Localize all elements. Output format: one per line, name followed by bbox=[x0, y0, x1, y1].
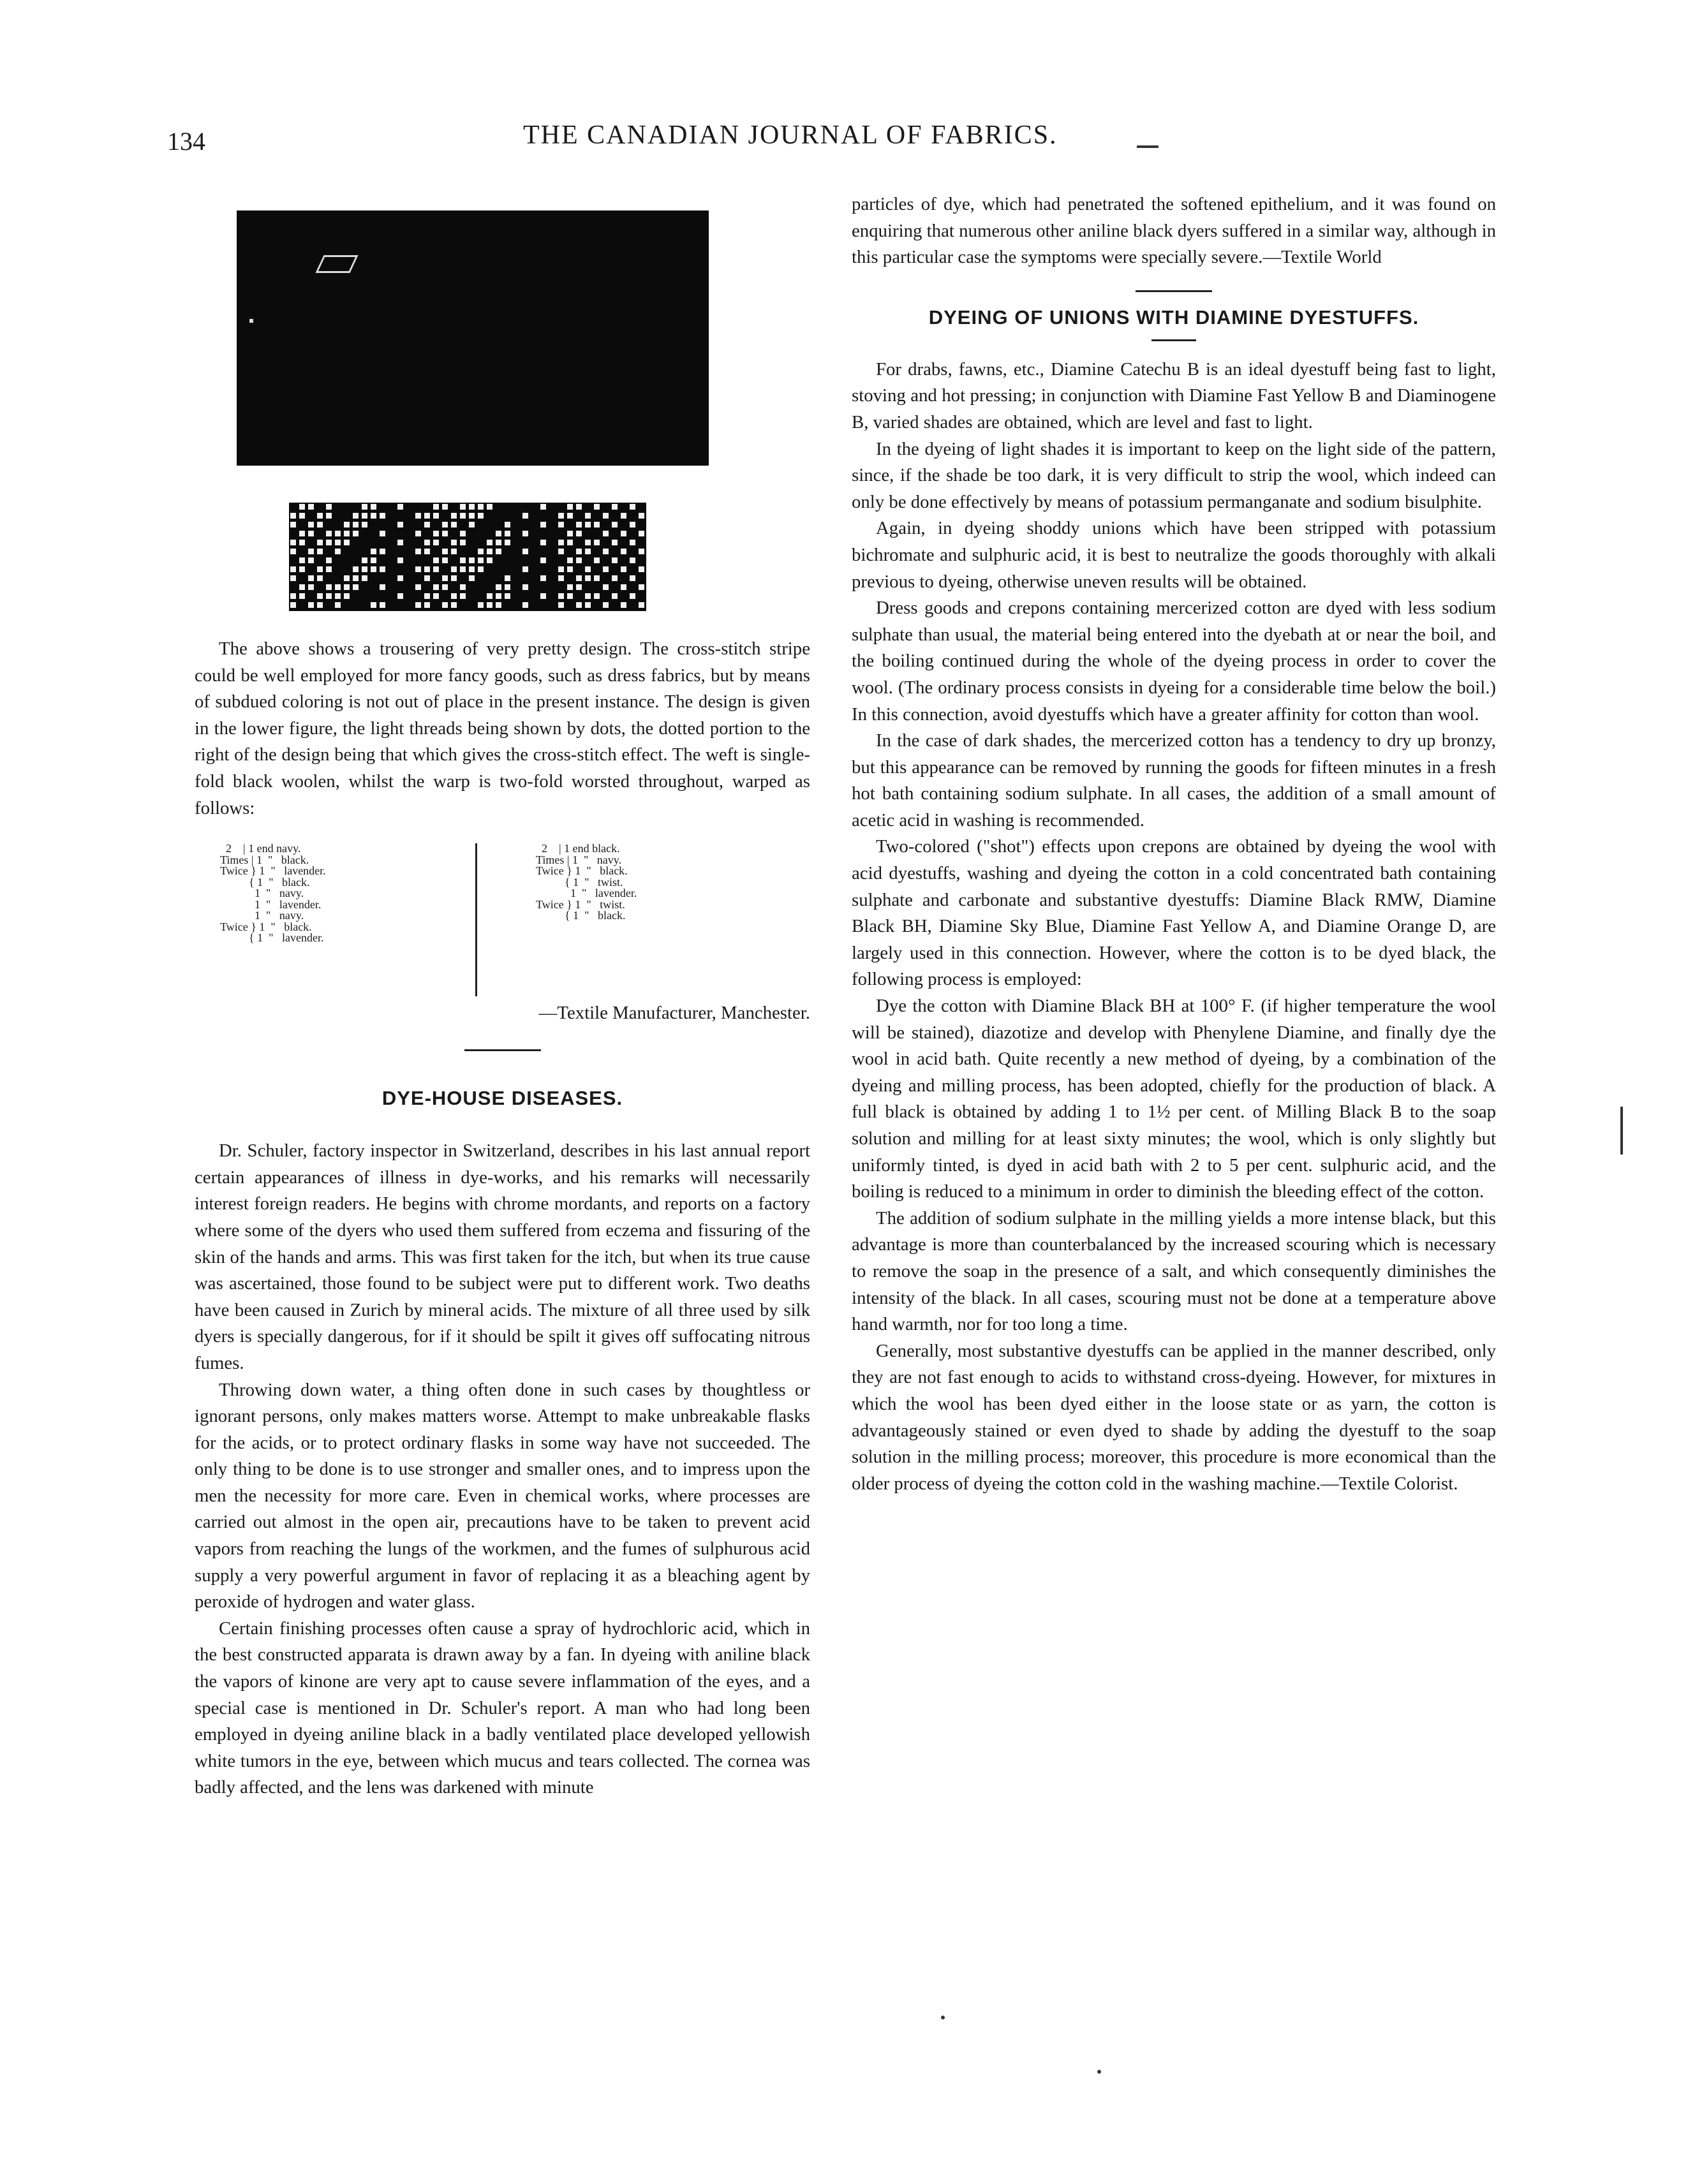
weave-cell bbox=[639, 549, 644, 554]
weave-cell bbox=[290, 549, 296, 554]
scan-mark bbox=[1097, 2070, 1101, 2074]
weave-cell bbox=[371, 566, 376, 572]
weave-cell bbox=[424, 522, 430, 528]
weave-cell bbox=[308, 531, 314, 536]
weave-cell bbox=[478, 602, 484, 608]
weave-cell bbox=[540, 593, 546, 599]
weave-cell bbox=[460, 504, 466, 510]
weave-cell bbox=[415, 602, 421, 608]
dye-house-title: DYE-HOUSE DISEASES. bbox=[381, 1087, 623, 1110]
continued-paragraph: particles of dye, which had penetrated the softened epithelium, and it was found on enquiring that numerous other aniline black dyers suffered in a similar way, although in this particular case the symptoms were specially severe.—Textile World bbox=[852, 194, 1496, 268]
weave-cell bbox=[540, 575, 546, 581]
weave-cell bbox=[353, 584, 359, 590]
weave-cell bbox=[362, 557, 367, 563]
weave-cell bbox=[371, 557, 376, 563]
paragraph: Throwing down water, a thing often done in such cases by thoughtless or ignorant persons, only makes matters worse. Attempt to make unbreakable flasks for the acids, or to protect ordinary flasks in some way have not succeeded. The only thing to be done is to use stronger and smaller ones, and to impress upon the men the necessity for more care. Even in chemical works, where processes are carried out almost in the open air, precautions have to be taken to prevent acid vapors from reaching the lungs of the workmen, and the fumes of sulphurous acid supply a very powerful argument in favor of replacing it as a bleaching agent by peroxide of hydrogen and water glass. bbox=[195, 1379, 810, 1612]
weave-cell bbox=[317, 522, 323, 528]
weave-cell bbox=[380, 566, 385, 572]
weave-cell bbox=[487, 593, 492, 599]
weave-cell bbox=[540, 504, 546, 510]
weave-cell bbox=[344, 593, 350, 599]
section-rule bbox=[1136, 290, 1212, 292]
weave-cell bbox=[344, 575, 350, 581]
warp-order-table bbox=[195, 843, 810, 1003]
weave-cell bbox=[567, 531, 573, 536]
weave-cell bbox=[469, 513, 475, 519]
weave-cell bbox=[460, 557, 466, 563]
weave-cell bbox=[540, 522, 546, 528]
weave-cell bbox=[344, 540, 350, 545]
weave-design-figure bbox=[289, 503, 646, 611]
weave-cell bbox=[326, 504, 332, 510]
weave-cell bbox=[522, 602, 528, 608]
weave-cell bbox=[424, 602, 430, 608]
weave-cell bbox=[424, 549, 430, 554]
weave-cell bbox=[505, 522, 510, 528]
weave-cell bbox=[380, 531, 385, 536]
weave-cell bbox=[478, 504, 484, 510]
weave-cell bbox=[585, 602, 591, 608]
weave-cell bbox=[478, 566, 484, 572]
weave-cell bbox=[380, 602, 385, 608]
warp-line: Times | 1 " black. bbox=[220, 853, 309, 866]
weave-cell bbox=[540, 557, 546, 563]
weave-cell bbox=[585, 522, 591, 528]
weave-cell bbox=[469, 557, 475, 563]
weave-cell bbox=[290, 566, 296, 572]
weave-cell bbox=[594, 593, 600, 599]
weave-cell bbox=[630, 540, 635, 545]
weave-cell bbox=[478, 513, 484, 519]
weave-cell bbox=[362, 522, 367, 528]
weave-cell bbox=[496, 602, 501, 608]
weave-cell bbox=[397, 557, 403, 563]
warp-line: Times | 1 " navy. bbox=[536, 853, 622, 866]
weave-cell bbox=[433, 566, 439, 572]
weave-cell bbox=[603, 566, 609, 572]
weave-cell bbox=[505, 593, 510, 599]
weave-cell bbox=[317, 513, 323, 519]
weave-cell bbox=[460, 531, 466, 536]
warp-line: 2 | 1 end navy. bbox=[220, 842, 301, 855]
weave-cell bbox=[576, 504, 582, 510]
weave-cell bbox=[576, 584, 582, 590]
weave-cell bbox=[335, 531, 341, 536]
weave-cell bbox=[335, 549, 341, 554]
weave-cell bbox=[415, 531, 421, 536]
weave-cell bbox=[424, 575, 430, 581]
unions-title: DYEING OF UNIONS WITH DIAMINE DYESTUFFS. bbox=[928, 306, 1419, 328]
weave-cell bbox=[442, 549, 448, 554]
weave-cell bbox=[594, 522, 600, 528]
weave-cell bbox=[639, 513, 644, 519]
left-column bbox=[195, 210, 810, 1801]
weave-cell bbox=[397, 575, 403, 581]
weave-cell bbox=[487, 557, 492, 563]
weave-cell bbox=[326, 557, 332, 563]
weave-cell bbox=[603, 513, 609, 519]
unions-article bbox=[852, 357, 1496, 1498]
paragraph: Two-colored ("shot") effects upon crepons are obtained by dyeing the wool with acid dyestuffs, washing and dyeing the cotton in a cold concentrated bath containing sulphate and carbonate and substantive dyestuffs: Diamine Black RMW, Diamine Black BH, Diamine Sky Blue, Diamine Fast Yellow A, and Diamine Orange D, are largely used in this connection. However, where the cotton is to be dyed black, the following process is employed: bbox=[852, 836, 1496, 990]
weave-cell bbox=[290, 602, 296, 608]
paragraph: In the dyeing of light shades it is important to keep on the light side of the pattern, since, if the shade be too dark, it is very difficult to strip the wool, which indeed can only be done effectively by means of potassium permanganate and sodium bisulphite. bbox=[852, 438, 1496, 512]
weave-cell bbox=[290, 513, 296, 519]
weave-cell bbox=[612, 522, 618, 528]
weave-cell bbox=[317, 549, 323, 554]
weave-cell bbox=[451, 602, 457, 608]
scan-mark bbox=[1620, 1107, 1623, 1155]
weave-cell bbox=[299, 513, 305, 519]
weave-cell bbox=[451, 513, 457, 519]
weave-cell bbox=[415, 549, 421, 554]
photo-speck bbox=[249, 319, 253, 323]
weave-cell bbox=[299, 566, 305, 572]
weave-cell bbox=[344, 584, 350, 590]
weave-cell bbox=[433, 584, 439, 590]
weave-cell bbox=[353, 522, 359, 528]
weave-cell bbox=[603, 602, 609, 608]
weave-cell bbox=[522, 531, 528, 536]
warp-line: 1 " navy. bbox=[220, 887, 304, 900]
weave-cell bbox=[487, 504, 492, 510]
weave-cell bbox=[353, 513, 359, 519]
weave-cell bbox=[442, 602, 448, 608]
weave-cell bbox=[317, 575, 323, 581]
weave-cell bbox=[460, 566, 466, 572]
weave-cell bbox=[639, 584, 644, 590]
weave-cell bbox=[460, 584, 466, 590]
weave-cell bbox=[639, 531, 644, 536]
weave-cell bbox=[558, 522, 564, 528]
weave-cell bbox=[299, 531, 305, 536]
weave-cell bbox=[576, 549, 582, 554]
warp-line: Twice } 1 " lavender. bbox=[220, 864, 326, 878]
weave-cell bbox=[496, 540, 501, 545]
weave-cell bbox=[487, 549, 492, 554]
weave-cell bbox=[621, 549, 626, 554]
weave-cell bbox=[442, 504, 448, 510]
weave-cell bbox=[415, 513, 421, 519]
weave-cell bbox=[308, 522, 314, 528]
weave-cell bbox=[594, 504, 600, 510]
weave-cell bbox=[299, 584, 305, 590]
weave-cell bbox=[353, 575, 359, 581]
weave-cell bbox=[308, 557, 314, 563]
weave-cell bbox=[451, 566, 457, 572]
weave-cell bbox=[487, 602, 492, 608]
weave-cell bbox=[469, 575, 475, 581]
warp-list-left bbox=[220, 843, 326, 944]
weave-cell bbox=[397, 522, 403, 528]
warp-list-right bbox=[536, 843, 637, 922]
weave-cell bbox=[451, 593, 457, 599]
weave-cell bbox=[621, 513, 626, 519]
weave-cell bbox=[371, 602, 376, 608]
warp-line: Twice } 1 " twist. bbox=[536, 897, 625, 911]
weave-cell bbox=[594, 575, 600, 581]
weave-cell bbox=[603, 584, 609, 590]
right-column bbox=[852, 191, 1496, 1497]
weave-cell bbox=[344, 522, 350, 528]
weave-cell bbox=[639, 566, 644, 572]
scan-mark bbox=[941, 2016, 945, 2019]
warp-line: Twice } 1 " black. bbox=[536, 864, 628, 878]
weave-cell bbox=[335, 602, 341, 608]
weave-cell bbox=[567, 593, 573, 599]
weave-cell bbox=[433, 513, 439, 519]
figure-caption: The above shows a trousering of very pretty design. The cross-stitch stripe could be well employed for more fancy goods, such as dress fabrics, but by means of subdued coloring is not out of place in the present instance. The design is given in the lower figure, the light threads being shown by dots, the dotted portion to the right of the design being that which gives the cross-stitch effect. The weft is single-fold black woolen, whilst the warp is two-fold worsted throughout, warped as follows: bbox=[195, 638, 810, 818]
weave-cell bbox=[290, 593, 296, 599]
paragraph: Dress goods and crepons containing mercerized cotton are dyed with less sodium sulphate than usual, the material being entered into the dyebath at or near the boil, and the boiling continued during the whole of the dyeing process in order to cover the wool. (The ordinary process consists in dyeing for a considerable time below the boil.) In this connection, avoid dyestuffs which have a greater affinity for cotton than wool. bbox=[852, 598, 1496, 725]
weave-cell bbox=[433, 531, 439, 536]
weave-cell bbox=[630, 593, 635, 599]
weave-cell bbox=[621, 531, 626, 536]
weave-cell bbox=[442, 557, 448, 563]
weave-cell bbox=[496, 584, 501, 590]
weave-cell bbox=[424, 513, 430, 519]
weave-cell bbox=[326, 584, 332, 590]
weave-cell bbox=[335, 593, 341, 599]
weave-cell bbox=[317, 540, 323, 545]
weave-cell bbox=[496, 531, 501, 536]
weave-cell bbox=[576, 575, 582, 581]
weave-cell bbox=[299, 557, 305, 563]
weave-cell bbox=[290, 540, 296, 545]
weave-cell bbox=[290, 575, 296, 581]
weave-cell bbox=[558, 540, 564, 545]
weave-cell bbox=[451, 575, 457, 581]
weave-cell bbox=[478, 549, 484, 554]
weave-cell bbox=[380, 549, 385, 554]
weave-cell bbox=[433, 557, 439, 563]
weave-cell bbox=[317, 566, 323, 572]
page-number: 134 bbox=[167, 127, 205, 156]
weave-cell bbox=[603, 531, 609, 536]
paragraph: Again, in dyeing shoddy unions which have been stripped with potassium bichromate and sulphuric acid, it is best to neutralize the goods thoroughly with alkali previous to dyeing, otherwise uneven results will be obtained. bbox=[852, 518, 1496, 592]
weave-cell bbox=[540, 540, 546, 545]
weave-cell bbox=[612, 557, 618, 563]
photo-highlight bbox=[315, 255, 358, 273]
weave-cell bbox=[317, 593, 323, 599]
weave-cell bbox=[603, 549, 609, 554]
paragraph: Dye the cotton with Diamine Black BH at 100° F. (if higher temperature the wool will be stained), diazotize and develop with Phenylene Diamine, and finally dye the wool in acid bath. Quite recently a new method of dyeing, by a combination of the dyeing and milling process, has been adopted, chiefly for the production of black. A full black is obtained by adding 1 to 1½ per cent. of Milling Black B to the soap solution and milling for at least sixty minutes; the wool, which is only slightly but uniformly tinted, is dyed in acid bath with 2 to 5 per cent. sulphuric acid, and the boiling is reduced to a minimum in order to diminish the bleeding effect of the cotton. bbox=[852, 996, 1496, 1202]
paragraph: The addition of sodium sulphate in the milling yields a more intense black, but this advantage is more than counterbalanced by the increased scouring which is necessary to remove the soap in the presence of a salt, and which consequently diminishes the intensity of the black. In all cases, scouring must not be done at a temperature above hand warmth, nor for too long a time. bbox=[852, 1207, 1496, 1335]
weave-cell bbox=[576, 522, 582, 528]
weave-cell bbox=[299, 540, 305, 545]
weave-cell bbox=[505, 531, 510, 536]
weave-cell bbox=[567, 540, 573, 545]
weave-cell bbox=[505, 540, 510, 545]
weave-cell bbox=[585, 540, 591, 545]
weave-cell bbox=[594, 557, 600, 563]
weave-cell bbox=[371, 549, 376, 554]
weave-cell bbox=[299, 593, 305, 599]
weave-cell bbox=[522, 566, 528, 572]
weave-cell bbox=[308, 549, 314, 554]
weave-cell bbox=[424, 540, 430, 545]
weave-cell bbox=[576, 531, 582, 536]
weave-cell bbox=[308, 584, 314, 590]
weave-cell bbox=[576, 602, 582, 608]
weave-cell bbox=[326, 566, 332, 572]
weave-cell bbox=[558, 575, 564, 581]
weave-cell bbox=[522, 513, 528, 519]
weave-cell bbox=[469, 566, 475, 572]
weave-cell bbox=[576, 557, 582, 563]
weave-cell bbox=[558, 549, 564, 554]
paragraph: For drabs, fawns, etc., Diamine Catechu B is an ideal dyestuff being fast to light, stoving and hot pressing; in conjunction with Diamine Fast Yellow B and Diaminogene B, varied shades are obtained, which are level and fast to light. bbox=[852, 358, 1496, 432]
weave-cell bbox=[442, 575, 448, 581]
weave-cell bbox=[505, 575, 510, 581]
weave-cell bbox=[451, 540, 457, 545]
source-credit: —Textile Manufacturer, Manchester. bbox=[538, 1003, 810, 1024]
weave-cell bbox=[397, 540, 403, 545]
weave-cell bbox=[639, 602, 644, 608]
weave-cell bbox=[397, 504, 403, 510]
warp-line: 1 " navy. bbox=[220, 909, 304, 922]
weave-cell bbox=[290, 522, 296, 528]
weave-cell bbox=[496, 593, 501, 599]
warp-line: 1 " lavender. bbox=[220, 897, 322, 911]
title-rule bbox=[1151, 339, 1196, 341]
weave-cell bbox=[612, 540, 618, 545]
weave-cell bbox=[460, 540, 466, 545]
weave-cell bbox=[585, 593, 591, 599]
weave-cell bbox=[496, 549, 501, 554]
weave-cell bbox=[567, 566, 573, 572]
weave-cell bbox=[612, 504, 618, 510]
warp-line: 2 | 1 end black. bbox=[536, 842, 620, 855]
weave-cell bbox=[451, 522, 457, 528]
scan-mark bbox=[1137, 145, 1159, 148]
weave-cell bbox=[433, 593, 439, 599]
paragraph: Generally, most substantive dyestuffs can be applied in the manner described, only they are not fast enough to acids to withstand cross-dyeing. However, for mixtures in which the wool has been dyed either in the loose state or as yarn, the cotton is advantageously stained or even dyed to shade by adding the dyestuff to the soap solution in the milling process; moreover, this procedure is more economical than the older process of dyeing the cotton cold in the washing machine.—Textile Colorist. bbox=[852, 1340, 1496, 1494]
weave-cell bbox=[522, 584, 528, 590]
weave-cell bbox=[487, 540, 492, 545]
weave-cell bbox=[558, 593, 564, 599]
weave-cell bbox=[326, 531, 332, 536]
weave-cell bbox=[362, 504, 367, 510]
weave-cell bbox=[478, 557, 484, 563]
weave-cell bbox=[630, 504, 635, 510]
weave-cell bbox=[451, 549, 457, 554]
weave-cell bbox=[415, 584, 421, 590]
weave-cell bbox=[594, 540, 600, 545]
weave-cell bbox=[433, 540, 439, 545]
running-title: THE CANADIAN JOURNAL OF FABRICS. bbox=[523, 121, 1058, 150]
weave-cell bbox=[433, 504, 439, 510]
weave-cell bbox=[469, 504, 475, 510]
weave-cell bbox=[630, 575, 635, 581]
weave-cell bbox=[442, 522, 448, 528]
warp-line: { 1 " lavender. bbox=[220, 931, 324, 945]
weave-cell bbox=[308, 602, 314, 608]
weave-cell bbox=[460, 513, 466, 519]
warp-line: { 1 " black. bbox=[220, 875, 310, 889]
weave-cell bbox=[308, 504, 314, 510]
weave-cell bbox=[344, 531, 350, 536]
weave-cell bbox=[558, 513, 564, 519]
weave-cell bbox=[558, 566, 564, 572]
weave-cell bbox=[621, 602, 626, 608]
trousering-photo bbox=[237, 210, 709, 466]
paragraph: Certain finishing processes often cause a spray of hydrochloric acid, which in the best constructed apparata is drawn away by a fan. In dyeing with aniline black the vapors of kinone are very apt to cause severe inflammation of the eyes, and a special case is mentioned in Dr. Schuler's report. A man who had long been employed in dyeing aniline black in a badly ventilated place developed yellowish white tumors in the eye, between which mucus and tears collected. The cornea was badly affected, and the lens was darkened with minute bbox=[195, 1618, 810, 1798]
weave-cell bbox=[558, 602, 564, 608]
weave-cell bbox=[353, 531, 359, 536]
weave-cell bbox=[326, 593, 332, 599]
weave-cell bbox=[362, 575, 367, 581]
weave-cell bbox=[612, 593, 618, 599]
weave-cell bbox=[585, 549, 591, 554]
weave-cell bbox=[362, 513, 367, 519]
weave-cell bbox=[630, 522, 635, 528]
weave-cell bbox=[585, 513, 591, 519]
weave-cell bbox=[469, 522, 475, 528]
weave-cell bbox=[335, 584, 341, 590]
paragraph: In the case of dark shades, the mercerized cotton has a tendency to dry up bronzy, but this appearance can be removed by running the goods for fifteen minutes in a fresh hot bath containing sodium sulphate. In all cases, the addition of a small amount of acetic acid in washing is recommended. bbox=[852, 730, 1496, 830]
weave-cell bbox=[380, 584, 385, 590]
warp-line: { 1 " black. bbox=[536, 909, 626, 922]
weave-cell bbox=[415, 566, 421, 572]
weave-cell bbox=[567, 513, 573, 519]
weave-cell bbox=[567, 584, 573, 590]
weave-cell bbox=[621, 584, 626, 590]
weave-cell bbox=[442, 584, 448, 590]
paragraph: Dr. Schuler, factory inspector in Switzerland, describes in his last annual report certain appearances of illness in dye-works, and his remarks will necessarily interest foreign readers. He begins with chrome mordants, and reports on a factory where some of the dyers who used them suffered from eczema and fissuring of the skin of the hands and arms. This was first taken for the itch, but when its true cause was ascertained, those found to be subject were put to different work. Two deaths have been caused in Zurich by mineral acids. The mixture of all three used by silk dyers is specially dangerous, for if it should be spilt it gives off suffocating nitrous fumes. bbox=[195, 1140, 810, 1373]
weave-cell bbox=[460, 593, 466, 599]
weave-cell bbox=[362, 566, 367, 572]
warp-line: 1 " lavender. bbox=[536, 887, 637, 900]
weave-cell bbox=[371, 513, 376, 519]
weave-cell bbox=[326, 513, 332, 519]
weave-cell bbox=[380, 513, 385, 519]
dye-house-article bbox=[195, 1138, 810, 1801]
weave-cell bbox=[630, 557, 635, 563]
weave-cell bbox=[397, 593, 403, 599]
table-divider bbox=[475, 843, 477, 996]
weave-cell bbox=[308, 575, 314, 581]
warp-line: Twice } 1 " black. bbox=[220, 920, 312, 933]
weave-cell bbox=[371, 504, 376, 510]
weave-cell bbox=[505, 584, 510, 590]
weave-cell bbox=[567, 504, 573, 510]
weave-cell bbox=[424, 593, 430, 599]
weave-cell bbox=[317, 602, 323, 608]
weave-cell bbox=[612, 575, 618, 581]
weave-cell bbox=[299, 504, 305, 510]
weave-cell bbox=[522, 549, 528, 554]
weave-cell bbox=[585, 575, 591, 581]
weave-cell bbox=[353, 566, 359, 572]
weave-cell bbox=[335, 540, 341, 545]
warp-line: { 1 " twist. bbox=[536, 875, 623, 889]
section-rule bbox=[464, 1049, 541, 1051]
weave-cell bbox=[424, 566, 430, 572]
weave-cell bbox=[585, 566, 591, 572]
weave-cell bbox=[621, 566, 626, 572]
weave-cell bbox=[442, 531, 448, 536]
weave-cell bbox=[326, 540, 332, 545]
weave-cell bbox=[567, 557, 573, 563]
